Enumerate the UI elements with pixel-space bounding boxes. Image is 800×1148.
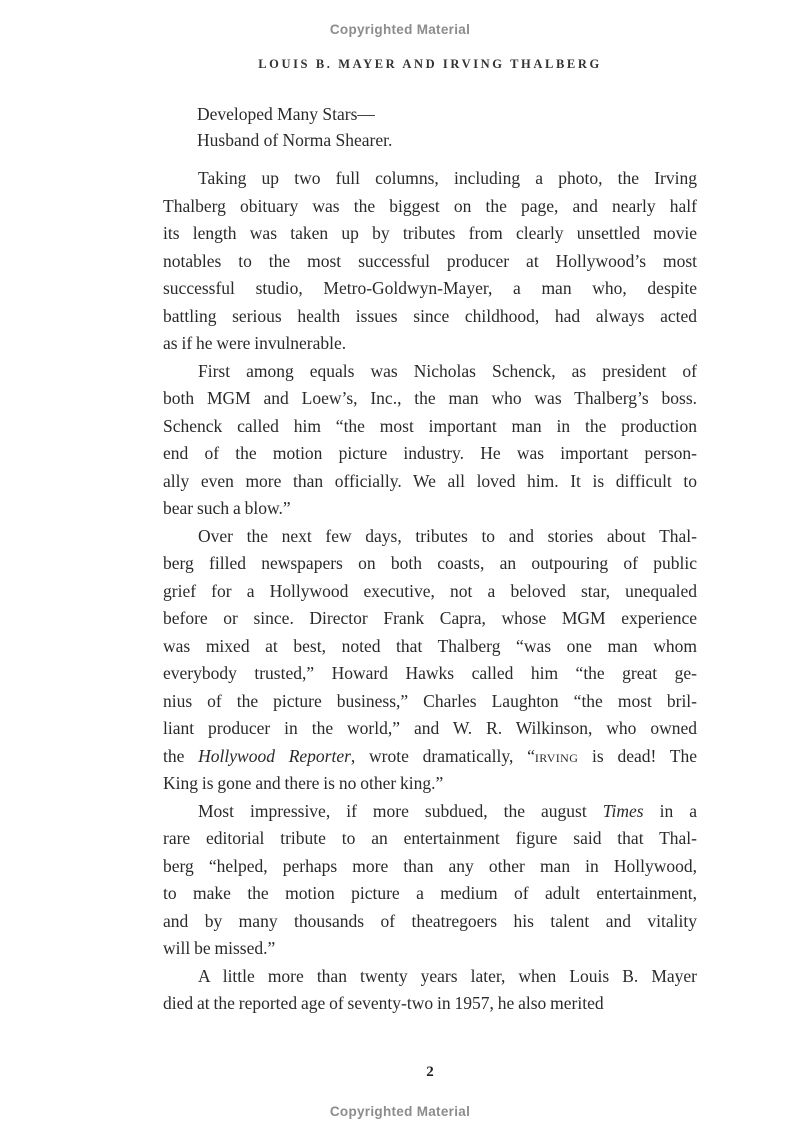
body-line: Taking up two full columns, including a photo, the Irving	[198, 168, 697, 188]
body-line: successful studio, Metro-Goldwyn-Mayer, a man who, despite	[163, 278, 697, 298]
body-line: end of the motion picture industry. He was important person-	[163, 443, 697, 463]
epigraph-line: Developed Many Stars—	[197, 104, 375, 124]
body-line: notables to the most successful producer at Hollywood’s most	[163, 250, 697, 271]
body-line: grief for a Hollywood executive, not a beloved star, unequaled	[163, 580, 697, 601]
epigraph-line: Husband of Norma Shearer.	[197, 130, 393, 150]
body-line: battling serious health issues since childhood, had always acted	[163, 305, 697, 326]
body-line: its length was taken up by tributes from clearly unsettled movie	[163, 223, 697, 243]
body-line: as if he were invulnerable.	[163, 333, 347, 353]
body-line: to make the motion picture a medium of adult entertainment,	[163, 883, 697, 903]
paragraph	[163, 798, 697, 963]
body-line: will be missed.”	[163, 938, 276, 958]
body-line: and by many thousands of theatregoers his talent and vitality	[163, 910, 697, 931]
running-header: LOUIS B. MAYER AND IRVING THALBERG	[258, 57, 602, 71]
body-line: nius of the picture business,” Charles Laughton “the most bril-	[163, 690, 697, 711]
body-line: berg filled newspapers on both coasts, an outpouring of public	[163, 553, 697, 573]
body-line: Most impressive, if more subdued, the august Times in a	[198, 800, 697, 821]
body-line: King is gone and there is no other king.”	[163, 773, 444, 793]
body-line: A little more than twenty years later, when Louis B. Mayer	[198, 965, 697, 986]
body-line: was mixed at best, noted that Thalberg “was one man whom	[163, 635, 697, 656]
body-line: everybody trusted,” Howard Hawks called him “the great ge-	[163, 663, 697, 683]
body-line: rare editorial tribute to an entertainment figure said that Thal-	[163, 828, 697, 848]
body-line: Schenck called him “the most important man in the production	[163, 415, 697, 436]
copyright-notice-top: Copyrighted Material	[329, 22, 471, 37]
body-line: died at the reported age of seventy-two in 1957, he also merited	[163, 993, 604, 1013]
body-line: before or since. Director Frank Capra, whose MGM experience	[163, 608, 697, 628]
page-content	[163, 57, 697, 1081]
body-text	[163, 165, 697, 1018]
body-line: the Hollywood Reporter, wrote dramatically, “irving is dead! The	[163, 745, 697, 766]
page-number: 2	[426, 1063, 434, 1080]
body-line: Over the next few days, tributes to and stories about Thal-	[198, 525, 697, 546]
body-line: First among equals was Nicholas Schenck, as president of	[198, 360, 697, 381]
body-line: liant producer in the world,” and W. R. Wilkinson, who owned	[163, 718, 697, 738]
paragraph	[163, 165, 697, 358]
body-line: bear such a blow.”	[163, 498, 291, 518]
body-line: ally even more than officially. We all loved him. It is difficult to	[163, 470, 697, 491]
paragraph	[163, 963, 697, 1018]
paragraph	[163, 523, 697, 798]
body-line: berg “helped, perhaps more than any other man in Hollywood,	[163, 855, 697, 876]
body-line: both MGM and Loew’s, Inc., the man who was Thalberg’s boss.	[163, 388, 697, 408]
epigraph	[197, 101, 697, 153]
body-line: Thalberg obituary was the biggest on the page, and nearly half	[163, 195, 697, 216]
paragraph	[163, 358, 697, 523]
copyright-notice-bottom: Copyrighted Material	[329, 1103, 471, 1119]
